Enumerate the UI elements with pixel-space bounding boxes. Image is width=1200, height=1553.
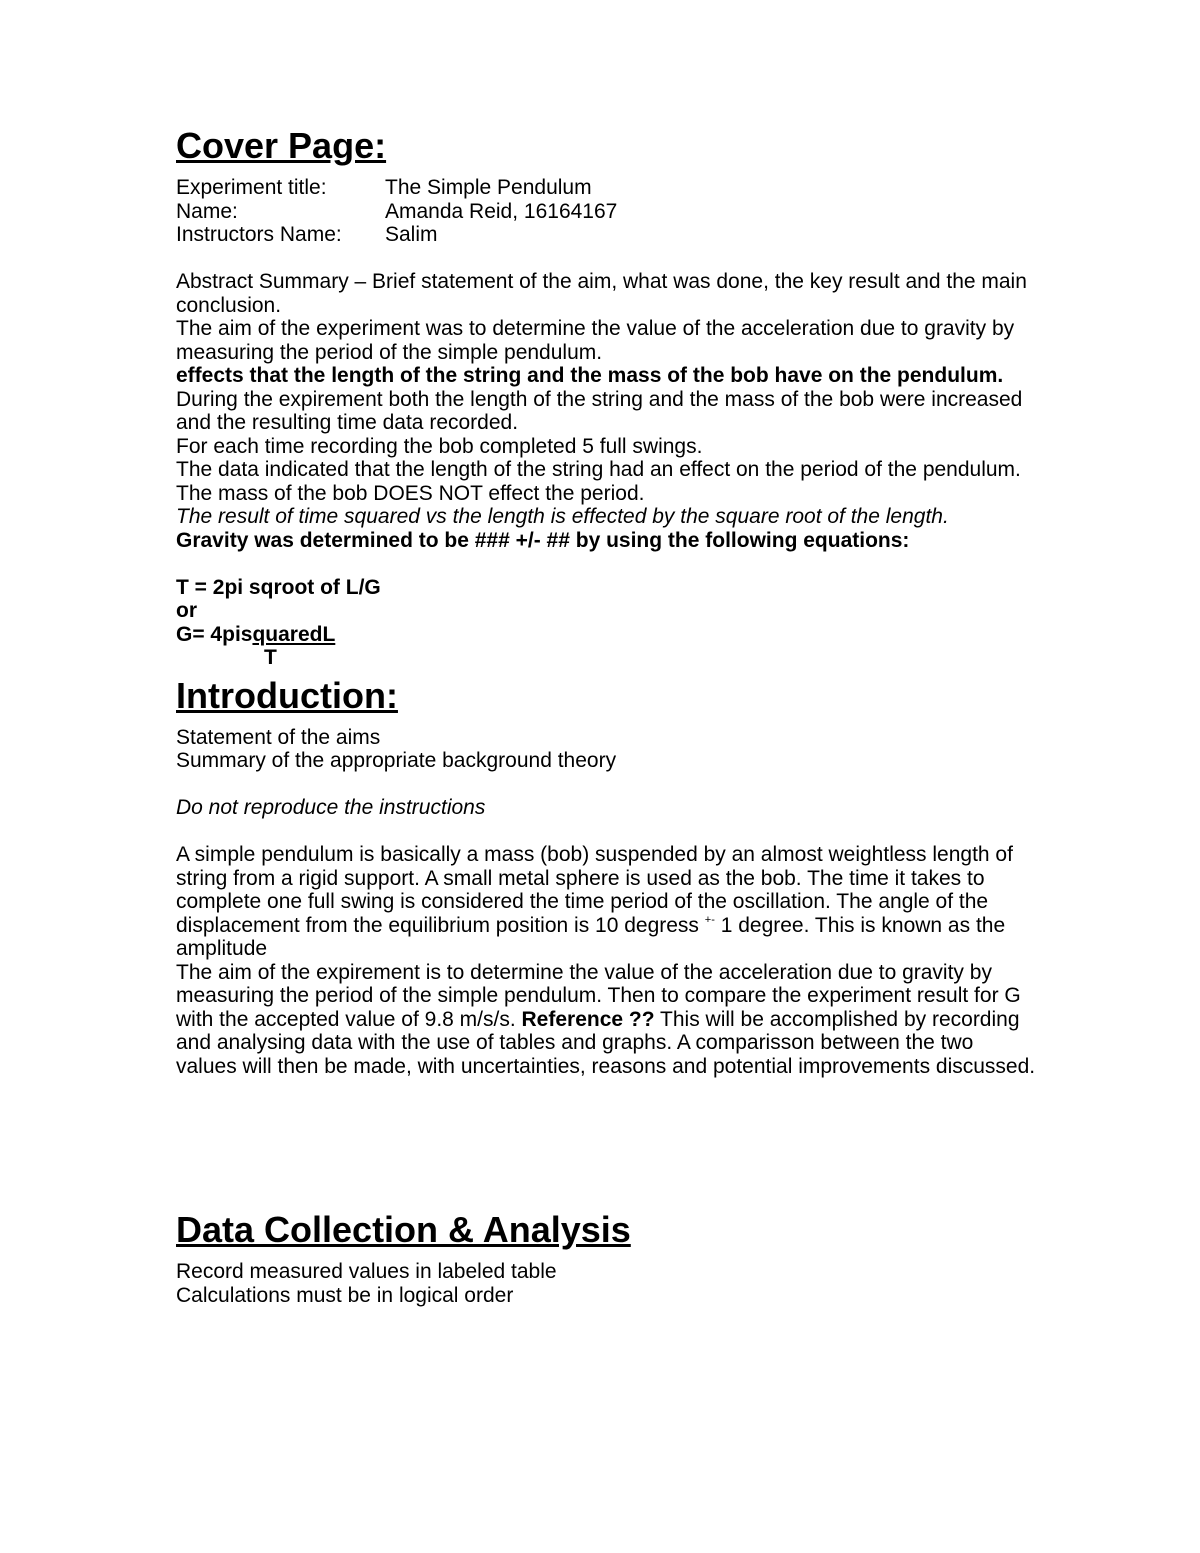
intro-paragraph-aim-end: This will be accomplished by recording and analysing data with the use of tables and graphs. A comparisson between the two values will then be made, with uncertainties, reasons and potential improvements discussed. [176,1007,1036,1078]
abstract-during: During the expirement both the length of the string and the mass of the bob were increased and the resulting time data recorded. [176,387,1023,434]
name-value: Amanda Reid, 16164167 [385,199,618,223]
equation-gravity [176,623,1036,647]
data-collection-line-1: Record measured values in labeled table [176,1260,557,1283]
instructor-row [176,223,1036,247]
name-row [176,200,1036,224]
equation-gravity-numerator: quaredL [252,622,336,646]
experiment-title-label: Experiment title: [176,176,327,199]
intro-prompt-aims: Statement of the aims [176,725,381,749]
intro-paragraph-aim [176,961,1036,1079]
data-collection-line-2: Calculations must be in logical order [176,1283,514,1307]
abstract-result: The result of time squared vs the length is effected by the square root of the length. [176,505,949,528]
equation-gravity-prefix: G= 4pis [176,622,253,646]
abstract-gravity: Gravity was determined to be ### +/- ## by using the following equations: [176,528,910,552]
experiment-title-value: The Simple Pendulum [385,176,592,199]
plus-minus-symbol: +- [704,913,715,926]
abstract-each-time: For each time recording the bob completed 5 full swings. [176,434,703,458]
intro-prompt-theory: Summary of the appropriate background theory [176,749,617,772]
intro-paragraph-aim-start: The aim of the expirement is to determine the value of the acceleration due to gravity by measuring the period of the simple pendulum. Then to compare the experiment result for G with the accepted value of 9.8 m/s/s. [176,960,1021,1031]
equation-gravity-denominator: T [264,646,277,669]
abstract-prompt: Abstract Summary – Brief statement of the aim, what was done, the key result and the main conclusion. [176,270,1027,317]
instructor-value: Salim [385,223,438,246]
experiment-title-row [176,176,1036,200]
document-body [176,124,1036,1307]
intro-paragraph-pendulum [176,843,1036,961]
abstract-aim: The aim of the experiment was to determine the value of the acceleration due to gravity by measuring the period of the simple pendulum. [176,317,1015,364]
name-label: Name: [176,199,238,223]
introduction-heading: Introduction: [176,674,398,716]
equation-period: T = 2pi sqroot of L/G [176,575,381,599]
intro-reference: Reference ?? [521,1007,655,1031]
equation-or: or [176,599,197,622]
intro-paragraph-pendulum-text: A simple pendulum is basically a mass (bob) suspended by an almost weightless length of string from a rigid support. A small metal sphere is used as the bob. The time it takes to complete one full swing is considered the time period of the oscillation. The angle of the displacement from the equilibrium position is 10 degress [176,843,1013,937]
data-collection-heading: Data Collection & Analysis [176,1209,631,1250]
intro-paragraph-pendulum-tail: 1 degree. This is known as the amplitude [176,913,1006,960]
abstract-data-indicated: The data indicated that the length of the string had an effect on the period of the pendulum. The mass of the bob DOES NOT effect the period. [176,458,1021,505]
abstract-effects: effects that the length of the string and the mass of the bob have on the pendulum. [176,364,1004,387]
instructor-label: Instructors Name: [176,223,342,246]
cover-page-heading: Cover Page: [176,125,387,166]
intro-note: Do not reproduce the instructions [176,796,486,819]
